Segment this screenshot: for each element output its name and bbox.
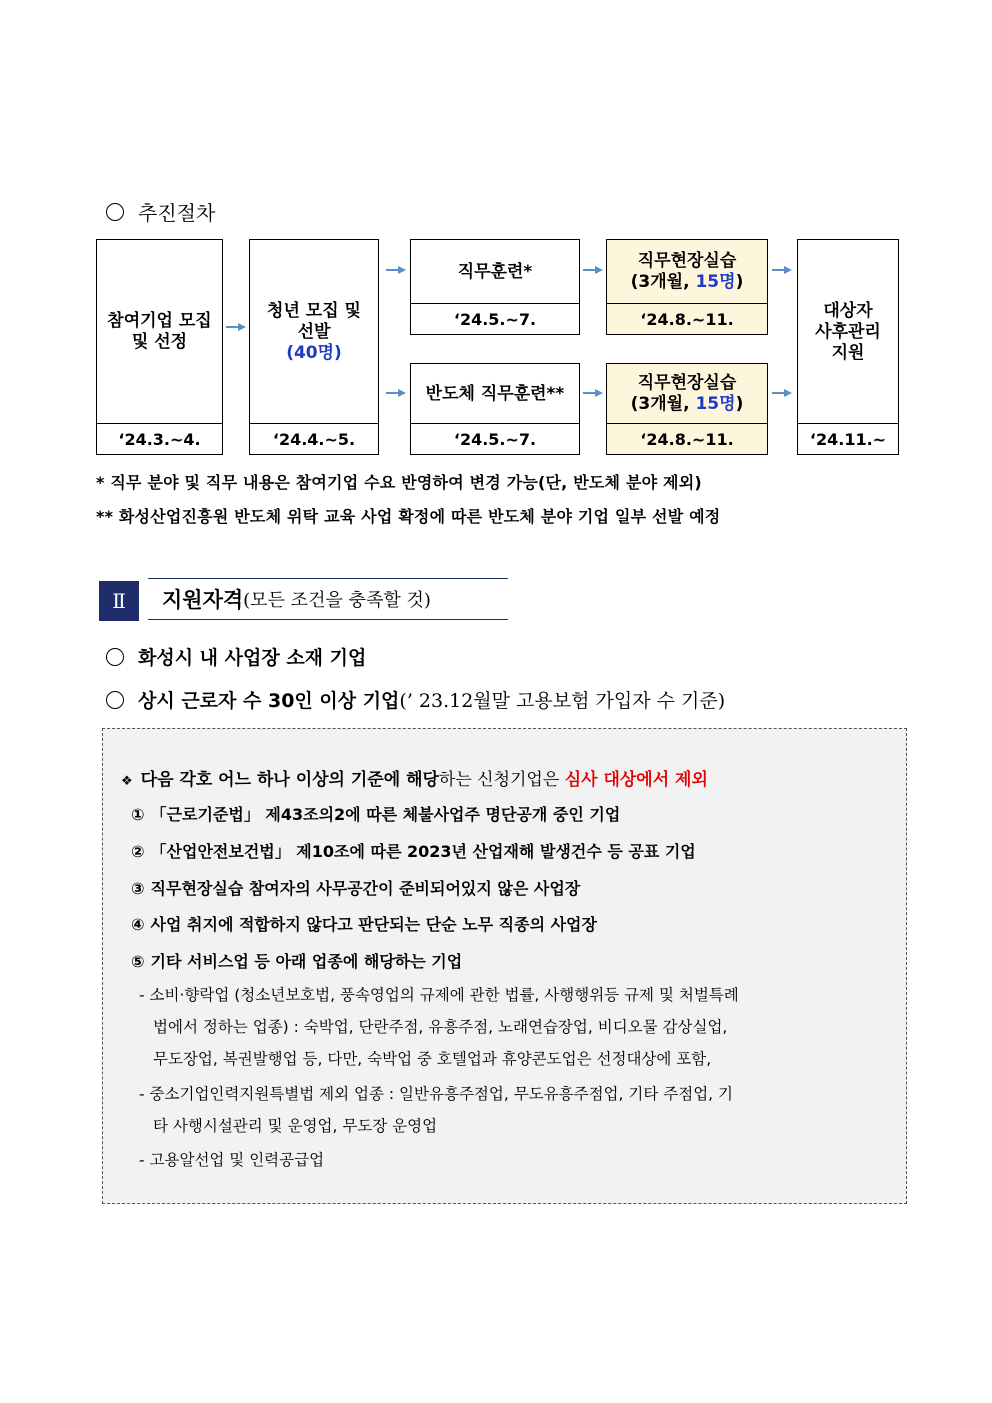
procedure-heading	[106, 197, 215, 226]
step-title-line2: (3개월, 15명)	[630, 394, 744, 414]
exclusion-subitem-line: 법에서 정하는 업종) : 숙박업, 단란주점, 유흥주점, 노래연습장업, 비디오물 감상실업,	[153, 1018, 728, 1036]
qualification-item: 화성시 내 사업장 소재 기업	[106, 643, 366, 670]
exclusion-item: ④ 사업 취지에 적합하지 않다고 판단되는 단순 노무 직종의 사업장	[131, 915, 597, 934]
section-number: Ⅱ	[99, 581, 139, 621]
exclusion-subitem-line: 무도장업, 복권발행업 등, 다만, 숙박업 중 호텔업과 휴양콘도업은 선정대상에 포함,	[153, 1050, 712, 1068]
arrow-right-icon	[772, 265, 792, 275]
arrow-right-icon	[772, 388, 792, 398]
step-title-line: 지원	[831, 342, 865, 363]
step-after-care	[797, 239, 899, 455]
step-field-practice-1	[606, 239, 768, 335]
step-title-line: 사후관리	[815, 321, 881, 342]
step-semiconductor-training	[410, 363, 580, 455]
circle-bullet-icon	[106, 648, 124, 666]
step-title-line: 및 선정	[131, 332, 188, 352]
exclusion-item: ③ 직무현장실습 참여자의 사무공간이 준비되어있지 않은 사업장	[131, 879, 581, 898]
step-title-line: 직무현장실습	[637, 251, 737, 271]
circle-bullet-icon	[106, 203, 124, 221]
procedure-note-1: * 직무 분야 및 직무 내용은 참여기업 수요 반영하여 변경 가능(단, 반도체 분야 제외)	[96, 473, 702, 492]
step-title-line: 대상자	[823, 300, 873, 321]
exclusion-item: ⑤ 기타 서비스업 등 아래 업종에 해당하는 기업	[131, 952, 463, 971]
exclusion-subitem-line: 타 사행시설관리 및 운영업, 무도장 운영업	[153, 1117, 438, 1135]
section-subtitle: (모든 조건을 충족할 것)	[243, 590, 431, 611]
step-date: ‘24.8.~11.	[607, 423, 767, 454]
step-recruit-youth	[249, 239, 379, 455]
diamond-bullet-icon: ❖	[121, 774, 133, 789]
exclusion-subitem-line: - 중소기업인력지원특별법 제외 업종 : 일반유흥주점업, 무도유흥주점업, 기타 주점업, 기	[139, 1085, 733, 1103]
arrow-right-icon	[583, 388, 603, 398]
step-title-line2: (3개월, 15명)	[630, 272, 744, 292]
arrow-right-icon	[386, 388, 406, 398]
step-date: ‘24.5.~7.	[411, 303, 579, 334]
step-recruit-companies	[96, 239, 223, 455]
step-title: 반도체 직무훈련**	[425, 383, 565, 404]
exclusion-box	[102, 728, 907, 1204]
step-date: ‘24.4.~5.	[250, 423, 378, 454]
step-count: (40명)	[286, 342, 342, 363]
exclusion-item: ① 「근로기준법」 제43조의2에 따른 체불사업주 명단공개 중인 기업	[131, 805, 621, 824]
step-title-line: 선발	[297, 321, 331, 342]
step-job-training	[410, 239, 580, 335]
exclusion-item: ② 「산업안전보건법」 제10조에 따른 2023년 산업재해 발생건수 등 공표 기업	[131, 842, 696, 861]
step-field-practice-2	[606, 363, 768, 455]
step-date: ‘24.11.~	[798, 423, 898, 454]
step-date: ‘24.3.~4.	[97, 423, 222, 454]
step-title-line: 직무현장실습	[637, 373, 737, 393]
exclusion-subitem-line: - 소비·향락업 (청소년보호법, 풍속영업의 규제에 관한 법률, 사행행위등 규제 및 처벌특례	[139, 986, 739, 1004]
step-date: ‘24.8.~11.	[607, 303, 767, 334]
step-title-line: 참여기업 모집	[107, 311, 212, 331]
arrow-right-icon	[226, 322, 246, 332]
circle-bullet-icon	[106, 691, 124, 709]
procedure-heading-text: 추진절차	[138, 201, 216, 225]
exclusion-subitem-line: - 고용알선업 및 인력공급업	[139, 1151, 325, 1169]
exclusion-intro: ❖ 다음 각호 어느 하나 이상의 기준에 해당하는 신청기업은 심사 대상에서 제외	[121, 770, 708, 790]
step-title: 직무훈련*	[457, 261, 533, 282]
qualification-item: 상시 근로자 수 30인 이상 기업 (’ 23.12월말 고용보험 가입자 수 기준)	[106, 686, 725, 713]
section-title	[148, 578, 508, 620]
procedure-note-2: ** 화성산업진흥원 반도체 위탁 교육 사업 확정에 따른 반도체 분야 기업 일부 선발 예정	[96, 507, 721, 526]
arrow-right-icon	[583, 265, 603, 275]
step-title-line: 청년 모집 및	[267, 300, 361, 321]
arrow-right-icon	[386, 265, 406, 275]
section-title-text: 지원자격	[162, 588, 244, 612]
step-date: ‘24.5.~7.	[411, 423, 579, 454]
